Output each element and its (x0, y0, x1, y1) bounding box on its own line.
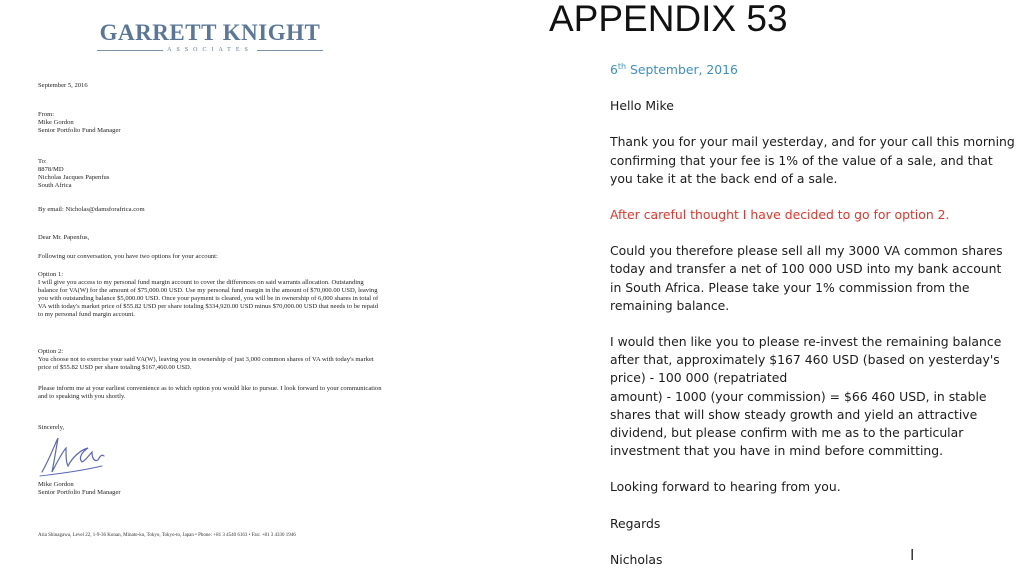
letter-sincerely: Sincerely, (38, 424, 65, 431)
letter-signature-block (38, 481, 383, 497)
email-greeting: Hello Mike (610, 98, 674, 114)
email-paragraph-4 (610, 333, 1015, 460)
option1-label: Option 1: (38, 271, 64, 278)
letter-closing-para: Please inform me at your earliest convenience as to which option you would like to pursue. I look forward to your communication and to speaking with you shortly. (38, 385, 382, 401)
email-date-day: 6 (610, 62, 618, 77)
option2-label: Option 2: (38, 348, 64, 355)
to-name: Nicholas Jacques Papenfus (38, 174, 110, 182)
email-date-rest: September, 2016 (626, 62, 738, 77)
handwritten-signature (36, 432, 111, 480)
logo-name: GARRETT KNIGHT (99, 20, 321, 45)
email-paragraph-1: Thank you for your mail yesterday, and for your call this morning confirming that your fee is 1% of the value of a sale, and that you take it at the back end of a sale. (610, 134, 1015, 186)
text-cursor-icon: I (910, 546, 915, 564)
email-signoff: Nicholas (610, 551, 663, 567)
email-regards: Regards (610, 515, 661, 531)
from-name: Mike Gordon (38, 119, 74, 127)
logo-subtitle-text: ASSOCIATES (167, 47, 253, 53)
email-date-suffix: th (617, 61, 627, 71)
letter-salutation: Dear Mr. Papenfus, (38, 234, 90, 241)
letter-option-1 (38, 271, 383, 320)
email-paragraph-4-line2: amount) - 1000 (your commission) = $66 460 USD, in stable shares that will show steady growth and yield an attractive dividend, but please confirm with me as to the particular investment that you have in mind before committing. (610, 388, 987, 459)
to-label: To: (38, 158, 47, 165)
to-country: South Africa (38, 182, 72, 190)
to-ref: 8878/MD (38, 166, 64, 174)
letter-option-2 (38, 348, 383, 372)
email-paragraph-3: Could you therefore please sell all my 3000 VA common shares today and transfer a net of 100 000 USD into my bank account in South Africa. Please take your 1% commission from the remaining balance. (610, 243, 1003, 313)
sign-title: Senior Portfolio Fund Manager (38, 489, 121, 497)
from-label: From: (38, 111, 55, 118)
letter-date: September 5, 2016 (38, 82, 88, 89)
letter-intro: Following our conversation, you have two options for your account: (38, 253, 218, 260)
letter-from-block (38, 111, 383, 135)
letter-footer: Aria Shinagawa, Level 22, 1-9-36 Konan, Minato-ku, Tokyo, Tokyo-to, Japan • Phone: +81 3 4540 6163 • Fax: +81 3 4330 1946 (38, 533, 296, 538)
email-decision: After careful thought I have decided to go for option 2. (610, 207, 950, 223)
letter-to-block (38, 158, 383, 190)
email-date (610, 61, 1015, 79)
email-paragraph-5: Looking forward to hearing from you. (610, 479, 841, 495)
email-paragraph-4-line1: I would then like you to please re-invest the remaining balance after that, approximately $167 460 USD (based on yesterday's price) - 100 000 (repatriated (610, 334, 1002, 386)
logo-subtitle (97, 46, 323, 54)
sign-name: Mike Gordon (38, 481, 74, 488)
option2-text: You choose not to exercise your said VA(W), leaving you in ownership of just 3,000 common shares of VA with today's market price of $55.82 USD per share totaling $167,460.00 USD. (38, 356, 374, 372)
company-logo (97, 20, 323, 54)
page-title: APPENDIX 53 (549, 0, 788, 39)
email-body (610, 61, 1015, 587)
letter-by-email: By email: Nicholas@damsforafrica.com (38, 206, 145, 213)
from-title: Senior Portfolio Fund Manager (38, 127, 121, 135)
scanned-letter (0, 0, 400, 574)
option1-text: I will give you access to my personal fund margin account to cover the differences on said warrants allocation. Outstanding balance for VA(W) for the amount of $75,000.00 USD. Use my personal fund margin in the amount of $70,000.00 USD, leaving you with outstanding balance $5,000.00 USD. Once your payment is cleared, you will be in ownership of 6,000 shares in total of VA with today's market price of $55.82 USD per share totaling $334,920.00 USD minus $70,000.00 USD that needs to be repaid to my personal fund margin account. (38, 279, 379, 319)
